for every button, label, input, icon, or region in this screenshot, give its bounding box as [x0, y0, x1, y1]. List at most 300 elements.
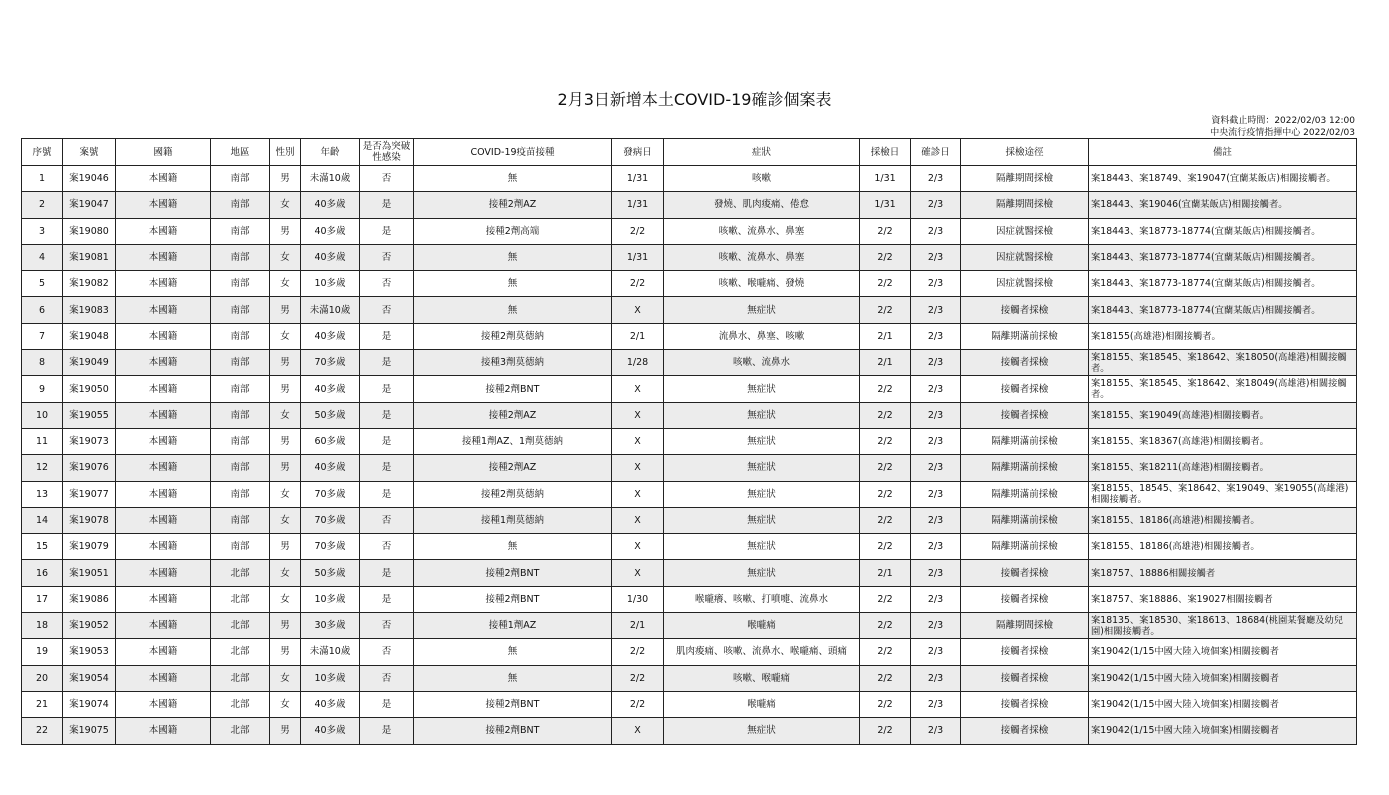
- col-header-onset-date: 發病日: [612, 139, 664, 166]
- document-title: 2月3日新增本土COVID-19確診個案表: [557, 90, 832, 109]
- cell-symptoms: 咳嗽、流鼻水、鼻塞: [664, 218, 860, 244]
- cell-symptoms: 咳嗽: [664, 166, 860, 192]
- cell-age: 40多歲: [301, 718, 360, 744]
- cell-breakthrough: 否: [360, 665, 414, 691]
- cell-case-no: 案19074: [63, 691, 116, 717]
- cell-vaccine: 接種3劑莫德納: [414, 350, 612, 376]
- cell-region: 北部: [211, 586, 270, 612]
- table-row: [22, 376, 1357, 402]
- col-header-age: 年齡: [301, 139, 360, 166]
- cell-breakthrough: 否: [360, 534, 414, 560]
- cell-case-no: 案19053: [63, 639, 116, 665]
- cell-sampling-route: 隔離期間採檢: [961, 613, 1089, 639]
- cell-nationality: 本國籍: [116, 560, 211, 586]
- cell-remarks: 案19042(1/15中國大陸入境個案)相關接觸者: [1089, 665, 1357, 691]
- cell-symptoms: 咳嗽、流鼻水、鼻塞: [664, 244, 860, 270]
- cell-nationality: 本國籍: [116, 350, 211, 376]
- cell-nationality: 本國籍: [116, 376, 211, 402]
- data-source: 中央流行疫情指揮中心 2022/02/03: [1210, 128, 1355, 138]
- cell-region: 南部: [211, 166, 270, 192]
- cell-sex: 女: [270, 481, 301, 507]
- cell-sex: 女: [270, 665, 301, 691]
- cell-onset-date: 2/1: [612, 613, 664, 639]
- cell-age: 40多歲: [301, 244, 360, 270]
- table-row: [22, 192, 1357, 218]
- cell-symptoms: 無症狀: [664, 376, 860, 402]
- cell-age: 60多歲: [301, 428, 360, 454]
- table-row: [22, 639, 1357, 665]
- cell-confirmed-date: 2/3: [911, 665, 961, 691]
- cell-case-no: 案19079: [63, 534, 116, 560]
- cell-age: 70多歲: [301, 534, 360, 560]
- cell-onset-date: X: [612, 481, 664, 507]
- cell-remarks: 案18155、案18545、案18642、案18050(高雄港)相關接觸者。: [1089, 350, 1357, 376]
- cell-seq: 22: [22, 718, 63, 744]
- cell-breakthrough: 是: [360, 323, 414, 349]
- cell-onset-date: X: [612, 402, 664, 428]
- cell-onset-date: X: [612, 560, 664, 586]
- cell-sex: 男: [270, 639, 301, 665]
- cell-sex: 男: [270, 218, 301, 244]
- cell-sampling-route: 接觸者採檢: [961, 402, 1089, 428]
- cell-sex: 男: [270, 376, 301, 402]
- cell-symptoms: 無症狀: [664, 455, 860, 481]
- cell-age: 40多歲: [301, 323, 360, 349]
- cell-vaccine: 接種1劑AZ: [414, 613, 612, 639]
- cell-breakthrough: 否: [360, 271, 414, 297]
- cell-symptoms: 無症狀: [664, 297, 860, 323]
- table-row: [22, 481, 1357, 507]
- cell-remarks: 案18443、案18749、案19047(宜蘭某飯店)相關接觸者。: [1089, 166, 1357, 192]
- cell-sampling-date: 2/2: [860, 534, 911, 560]
- cell-onset-date: 2/2: [612, 639, 664, 665]
- cell-sampling-date: 2/2: [860, 586, 911, 612]
- document-meta: [1210, 115, 1355, 139]
- cell-remarks: 案18155、案18211(高雄港)相關接觸者。: [1089, 455, 1357, 481]
- cell-case-no: 案19055: [63, 402, 116, 428]
- cell-remarks: 案18757、18886相關接觸者: [1089, 560, 1357, 586]
- cell-age: 10多歲: [301, 271, 360, 297]
- cell-remarks: 案18155、案19049(高雄港)相關接觸者。: [1089, 402, 1357, 428]
- cell-breakthrough: 否: [360, 297, 414, 323]
- cell-age: 70多歲: [301, 350, 360, 376]
- cell-sampling-date: 2/2: [860, 218, 911, 244]
- cell-sampling-date: 2/2: [860, 402, 911, 428]
- cell-seq: 9: [22, 376, 63, 402]
- cell-seq: 10: [22, 402, 63, 428]
- cell-age: 70多歲: [301, 481, 360, 507]
- cell-age: 未滿10歲: [301, 639, 360, 665]
- cell-sampling-date: 2/2: [860, 613, 911, 639]
- cell-seq: 8: [22, 350, 63, 376]
- cell-symptoms: 無症狀: [664, 718, 860, 744]
- cell-remarks: 案18443、案19046(宜蘭某飯店)相關接觸者。: [1089, 192, 1357, 218]
- cell-vaccine: 無: [414, 244, 612, 270]
- cell-seq: 4: [22, 244, 63, 270]
- cell-breakthrough: 否: [360, 244, 414, 270]
- case-table: [21, 138, 1357, 745]
- cell-remarks: 案18443、案18773-18774(宜蘭某飯店)相關接觸者。: [1089, 218, 1357, 244]
- cell-case-no: 案19048: [63, 323, 116, 349]
- cell-confirmed-date: 2/3: [911, 244, 961, 270]
- cell-symptoms: 咳嗽、喉嚨痛、發燒: [664, 271, 860, 297]
- cell-region: 南部: [211, 428, 270, 454]
- table-row: [22, 534, 1357, 560]
- cell-seq: 17: [22, 586, 63, 612]
- cell-onset-date: X: [612, 297, 664, 323]
- cell-seq: 12: [22, 455, 63, 481]
- case-table-body: [22, 166, 1357, 745]
- cell-breakthrough: 是: [360, 718, 414, 744]
- cell-confirmed-date: 2/3: [911, 718, 961, 744]
- cell-vaccine: 接種2劑BNT: [414, 691, 612, 717]
- cell-confirmed-date: 2/3: [911, 613, 961, 639]
- cell-nationality: 本國籍: [116, 244, 211, 270]
- cell-region: 南部: [211, 192, 270, 218]
- cell-symptoms: 無症狀: [664, 481, 860, 507]
- cell-vaccine: 接種2劑AZ: [414, 402, 612, 428]
- table-row: [22, 323, 1357, 349]
- cell-age: 40多歲: [301, 691, 360, 717]
- cell-symptoms: 無症狀: [664, 507, 860, 533]
- cell-nationality: 本國籍: [116, 297, 211, 323]
- cell-breakthrough: 否: [360, 507, 414, 533]
- cell-age: 70多歲: [301, 507, 360, 533]
- cell-sampling-route: 接觸者採檢: [961, 691, 1089, 717]
- cell-case-no: 案19076: [63, 455, 116, 481]
- cell-vaccine: 接種2劑BNT: [414, 718, 612, 744]
- cell-region: 南部: [211, 271, 270, 297]
- cell-case-no: 案19051: [63, 560, 116, 586]
- table-header-row: [22, 139, 1357, 166]
- cell-case-no: 案19086: [63, 586, 116, 612]
- cell-seq: 6: [22, 297, 63, 323]
- cell-vaccine: 接種1劑莫德納: [414, 507, 612, 533]
- cell-sex: 男: [270, 297, 301, 323]
- table-row: [22, 271, 1357, 297]
- cell-sampling-date: 2/2: [860, 376, 911, 402]
- cell-nationality: 本國籍: [116, 323, 211, 349]
- cell-vaccine: 接種2劑BNT: [414, 586, 612, 612]
- cell-nationality: 本國籍: [116, 613, 211, 639]
- cell-seq: 18: [22, 613, 63, 639]
- table-row: [22, 718, 1357, 744]
- cell-remarks: 案19042(1/15中國大陸入境個案)相關接觸者: [1089, 718, 1357, 744]
- cell-region: 南部: [211, 507, 270, 533]
- cell-remarks: 案18155、案18367(高雄港)相關接觸者。: [1089, 428, 1357, 454]
- cell-sampling-route: 接觸者採檢: [961, 297, 1089, 323]
- cell-vaccine: 無: [414, 166, 612, 192]
- cell-breakthrough: 是: [360, 560, 414, 586]
- cell-region: 南部: [211, 481, 270, 507]
- cell-sampling-route: 因症就醫採檢: [961, 218, 1089, 244]
- cell-sex: 女: [270, 271, 301, 297]
- cell-case-no: 案19046: [63, 166, 116, 192]
- cell-sex: 男: [270, 613, 301, 639]
- cell-case-no: 案19077: [63, 481, 116, 507]
- table-row: [22, 244, 1357, 270]
- cell-confirmed-date: 2/3: [911, 192, 961, 218]
- col-header-confirmed-date: 確診日: [911, 139, 961, 166]
- cell-confirmed-date: 2/3: [911, 534, 961, 560]
- cell-breakthrough: 是: [360, 586, 414, 612]
- cell-vaccine: 接種2劑BNT: [414, 376, 612, 402]
- cell-region: 北部: [211, 560, 270, 586]
- cell-seq: 11: [22, 428, 63, 454]
- cell-seq: 21: [22, 691, 63, 717]
- cell-seq: 7: [22, 323, 63, 349]
- table-row: [22, 455, 1357, 481]
- cell-confirmed-date: 2/3: [911, 560, 961, 586]
- cell-vaccine: 接種2劑AZ: [414, 192, 612, 218]
- cell-nationality: 本國籍: [116, 665, 211, 691]
- cell-seq: 14: [22, 507, 63, 533]
- cell-region: 南部: [211, 376, 270, 402]
- cell-seq: 2: [22, 192, 63, 218]
- cell-sex: 女: [270, 560, 301, 586]
- cell-case-no: 案19049: [63, 350, 116, 376]
- cell-symptoms: 肌肉痠痛、咳嗽、流鼻水、喉嚨痛、頭痛: [664, 639, 860, 665]
- cell-nationality: 本國籍: [116, 691, 211, 717]
- cell-remarks: 案18135、案18530、案18613、18684(桃園某餐廳及幼兒園)相關接觸者。: [1089, 613, 1357, 639]
- cell-case-no: 案19083: [63, 297, 116, 323]
- cell-breakthrough: 否: [360, 613, 414, 639]
- cell-confirmed-date: 2/3: [911, 271, 961, 297]
- table-row: [22, 507, 1357, 533]
- cell-case-no: 案19082: [63, 271, 116, 297]
- cell-onset-date: 1/31: [612, 244, 664, 270]
- cell-sampling-route: 接觸者採檢: [961, 718, 1089, 744]
- cell-age: 未滿10歲: [301, 297, 360, 323]
- cell-sampling-date: 2/2: [860, 428, 911, 454]
- cell-nationality: 本國籍: [116, 271, 211, 297]
- cell-sex: 女: [270, 507, 301, 533]
- cell-onset-date: 2/2: [612, 665, 664, 691]
- cell-symptoms: 喉嚨痛: [664, 613, 860, 639]
- cell-nationality: 本國籍: [116, 166, 211, 192]
- cell-breakthrough: 是: [360, 376, 414, 402]
- col-header-case-no: 案號: [63, 139, 116, 166]
- cell-symptoms: 無症狀: [664, 560, 860, 586]
- cell-confirmed-date: 2/3: [911, 323, 961, 349]
- cell-breakthrough: 是: [360, 455, 414, 481]
- table-row: [22, 560, 1357, 586]
- cell-region: 北部: [211, 639, 270, 665]
- cell-confirmed-date: 2/3: [911, 586, 961, 612]
- cell-sampling-date: 2/1: [860, 560, 911, 586]
- cell-sampling-route: 因症就醫採檢: [961, 271, 1089, 297]
- cell-region: 南部: [211, 402, 270, 428]
- cell-onset-date: 1/31: [612, 192, 664, 218]
- cell-sex: 女: [270, 586, 301, 612]
- cell-sampling-date: 2/2: [860, 691, 911, 717]
- cell-remarks: 案18155、18186(高雄港)相關接觸者。: [1089, 507, 1357, 533]
- cell-sex: 女: [270, 691, 301, 717]
- cell-confirmed-date: 2/3: [911, 639, 961, 665]
- cell-nationality: 本國籍: [116, 481, 211, 507]
- cell-nationality: 本國籍: [116, 639, 211, 665]
- cell-confirmed-date: 2/3: [911, 455, 961, 481]
- table-row: [22, 691, 1357, 717]
- cell-sex: 女: [270, 402, 301, 428]
- cell-breakthrough: 否: [360, 639, 414, 665]
- cell-sampling-route: 隔離期滿前採檢: [961, 507, 1089, 533]
- cell-case-no: 案19052: [63, 613, 116, 639]
- cell-age: 40多歲: [301, 455, 360, 481]
- cell-symptoms: 咳嗽、喉嚨痛: [664, 665, 860, 691]
- cell-sampling-route: 隔離期滿前採檢: [961, 455, 1089, 481]
- cell-remarks: 案18443、案18773-18774(宜蘭某飯店)相關接觸者。: [1089, 297, 1357, 323]
- cell-sampling-route: 隔離期滿前採檢: [961, 481, 1089, 507]
- cell-confirmed-date: 2/3: [911, 507, 961, 533]
- cell-case-no: 案19080: [63, 218, 116, 244]
- col-header-nationality: 國籍: [116, 139, 211, 166]
- table-row: [22, 166, 1357, 192]
- cell-onset-date: X: [612, 507, 664, 533]
- cell-vaccine: 無: [414, 297, 612, 323]
- cell-sampling-date: 2/2: [860, 718, 911, 744]
- cell-symptoms: 發燒、肌肉痠痛、倦怠: [664, 192, 860, 218]
- col-header-vaccine: COVID-19疫苗接種: [414, 139, 612, 166]
- cell-region: 南部: [211, 323, 270, 349]
- col-header-breakthrough: 是否為突破性感染: [360, 139, 414, 166]
- cell-sampling-date: 2/2: [860, 639, 911, 665]
- cell-age: 10多歲: [301, 665, 360, 691]
- cell-onset-date: X: [612, 376, 664, 402]
- cell-nationality: 本國籍: [116, 218, 211, 244]
- cell-sex: 男: [270, 534, 301, 560]
- cell-sampling-route: 接觸者採檢: [961, 639, 1089, 665]
- cell-sampling-route: 因症就醫採檢: [961, 244, 1089, 270]
- cell-sampling-route: 隔離期滿前採檢: [961, 323, 1089, 349]
- cell-nationality: 本國籍: [116, 534, 211, 560]
- cell-breakthrough: 是: [360, 192, 414, 218]
- cell-confirmed-date: 2/3: [911, 691, 961, 717]
- cell-sampling-date: 2/2: [860, 297, 911, 323]
- cell-onset-date: 2/2: [612, 271, 664, 297]
- cell-breakthrough: 是: [360, 691, 414, 717]
- cell-breakthrough: 是: [360, 402, 414, 428]
- cell-sex: 女: [270, 244, 301, 270]
- cell-symptoms: 無症狀: [664, 428, 860, 454]
- cell-vaccine: 接種2劑莫德納: [414, 481, 612, 507]
- cell-onset-date: X: [612, 718, 664, 744]
- cell-confirmed-date: 2/3: [911, 376, 961, 402]
- cell-seq: 3: [22, 218, 63, 244]
- cell-sampling-date: 2/2: [860, 481, 911, 507]
- cell-sex: 女: [270, 323, 301, 349]
- cell-region: 北部: [211, 691, 270, 717]
- cell-region: 南部: [211, 455, 270, 481]
- cell-age: 50多歲: [301, 560, 360, 586]
- cell-case-no: 案19054: [63, 665, 116, 691]
- cell-vaccine: 無: [414, 639, 612, 665]
- cell-region: 南部: [211, 218, 270, 244]
- cell-case-no: 案19073: [63, 428, 116, 454]
- cell-nationality: 本國籍: [116, 507, 211, 533]
- cell-remarks: 案18155、18545、案18642、案19049、案19055(高雄港)相關接觸者。: [1089, 481, 1357, 507]
- cell-sampling-route: 隔離期間採檢: [961, 192, 1089, 218]
- cell-breakthrough: 是: [360, 428, 414, 454]
- cell-sex: 男: [270, 455, 301, 481]
- cell-remarks: 案18443、案18773-18774(宜蘭某飯店)相關接觸者。: [1089, 271, 1357, 297]
- cell-vaccine: 接種2劑BNT: [414, 560, 612, 586]
- cell-sex: 男: [270, 350, 301, 376]
- cell-case-no: 案19081: [63, 244, 116, 270]
- cell-remarks: 案18443、案18773-18774(宜蘭某飯店)相關接觸者。: [1089, 244, 1357, 270]
- cell-symptoms: 咳嗽、流鼻水: [664, 350, 860, 376]
- cell-age: 40多歲: [301, 376, 360, 402]
- cell-sampling-route: 隔離期間採檢: [961, 166, 1089, 192]
- col-header-sex: 性別: [270, 139, 301, 166]
- cell-onset-date: 2/2: [612, 218, 664, 244]
- cell-case-no: 案19047: [63, 192, 116, 218]
- data-cutoff-time: 資料截止時間：2022/02/03 12:00: [1211, 116, 1355, 126]
- cell-remarks: 案18155、18186(高雄港)相關接觸者。: [1089, 534, 1357, 560]
- cell-vaccine: 無: [414, 665, 612, 691]
- col-header-seq: 序號: [22, 139, 63, 166]
- table-row: [22, 665, 1357, 691]
- cell-sampling-date: 2/2: [860, 455, 911, 481]
- cell-remarks: 案18155(高雄港)相關接觸者。: [1089, 323, 1357, 349]
- cell-sampling-date: 2/2: [860, 665, 911, 691]
- col-header-symptoms: 症狀: [664, 139, 860, 166]
- cell-sex: 女: [270, 192, 301, 218]
- cell-sampling-route: 接觸者採檢: [961, 560, 1089, 586]
- table-row: [22, 218, 1357, 244]
- cell-symptoms: 無症狀: [664, 402, 860, 428]
- cell-seq: 19: [22, 639, 63, 665]
- cell-confirmed-date: 2/3: [911, 481, 961, 507]
- cell-vaccine: 接種2劑AZ: [414, 455, 612, 481]
- cell-remarks: 案18757、案18886、案19027相關接觸者: [1089, 586, 1357, 612]
- cell-nationality: 本國籍: [116, 455, 211, 481]
- cell-sampling-date: 2/2: [860, 507, 911, 533]
- cell-onset-date: X: [612, 534, 664, 560]
- cell-seq: 20: [22, 665, 63, 691]
- cell-breakthrough: 否: [360, 166, 414, 192]
- cell-sampling-route: 接觸者採檢: [961, 586, 1089, 612]
- cell-symptoms: 無症狀: [664, 534, 860, 560]
- cell-onset-date: 2/1: [612, 323, 664, 349]
- cell-case-no: 案19075: [63, 718, 116, 744]
- cell-onset-date: X: [612, 428, 664, 454]
- cell-nationality: 本國籍: [116, 586, 211, 612]
- cell-nationality: 本國籍: [116, 718, 211, 744]
- cell-age: 30多歲: [301, 613, 360, 639]
- cell-symptoms: 流鼻水、鼻塞、咳嗽: [664, 323, 860, 349]
- cell-breakthrough: 是: [360, 481, 414, 507]
- cell-region: 南部: [211, 297, 270, 323]
- cell-vaccine: 接種2劑莫德納: [414, 323, 612, 349]
- cell-breakthrough: 是: [360, 350, 414, 376]
- cell-sampling-route: 接觸者採檢: [961, 350, 1089, 376]
- table-row: [22, 402, 1357, 428]
- cell-confirmed-date: 2/3: [911, 350, 961, 376]
- col-header-region: 地區: [211, 139, 270, 166]
- col-header-sampling-date: 採檢日: [860, 139, 911, 166]
- cell-sampling-date: 2/1: [860, 350, 911, 376]
- cell-confirmed-date: 2/3: [911, 297, 961, 323]
- cell-onset-date: 1/31: [612, 166, 664, 192]
- cell-nationality: 本國籍: [116, 192, 211, 218]
- cell-confirmed-date: 2/3: [911, 428, 961, 454]
- cell-sampling-route: 隔離期滿前採檢: [961, 428, 1089, 454]
- cell-age: 未滿10歲: [301, 166, 360, 192]
- table-row: [22, 297, 1357, 323]
- cell-sampling-date: 2/1: [860, 323, 911, 349]
- cell-nationality: 本國籍: [116, 428, 211, 454]
